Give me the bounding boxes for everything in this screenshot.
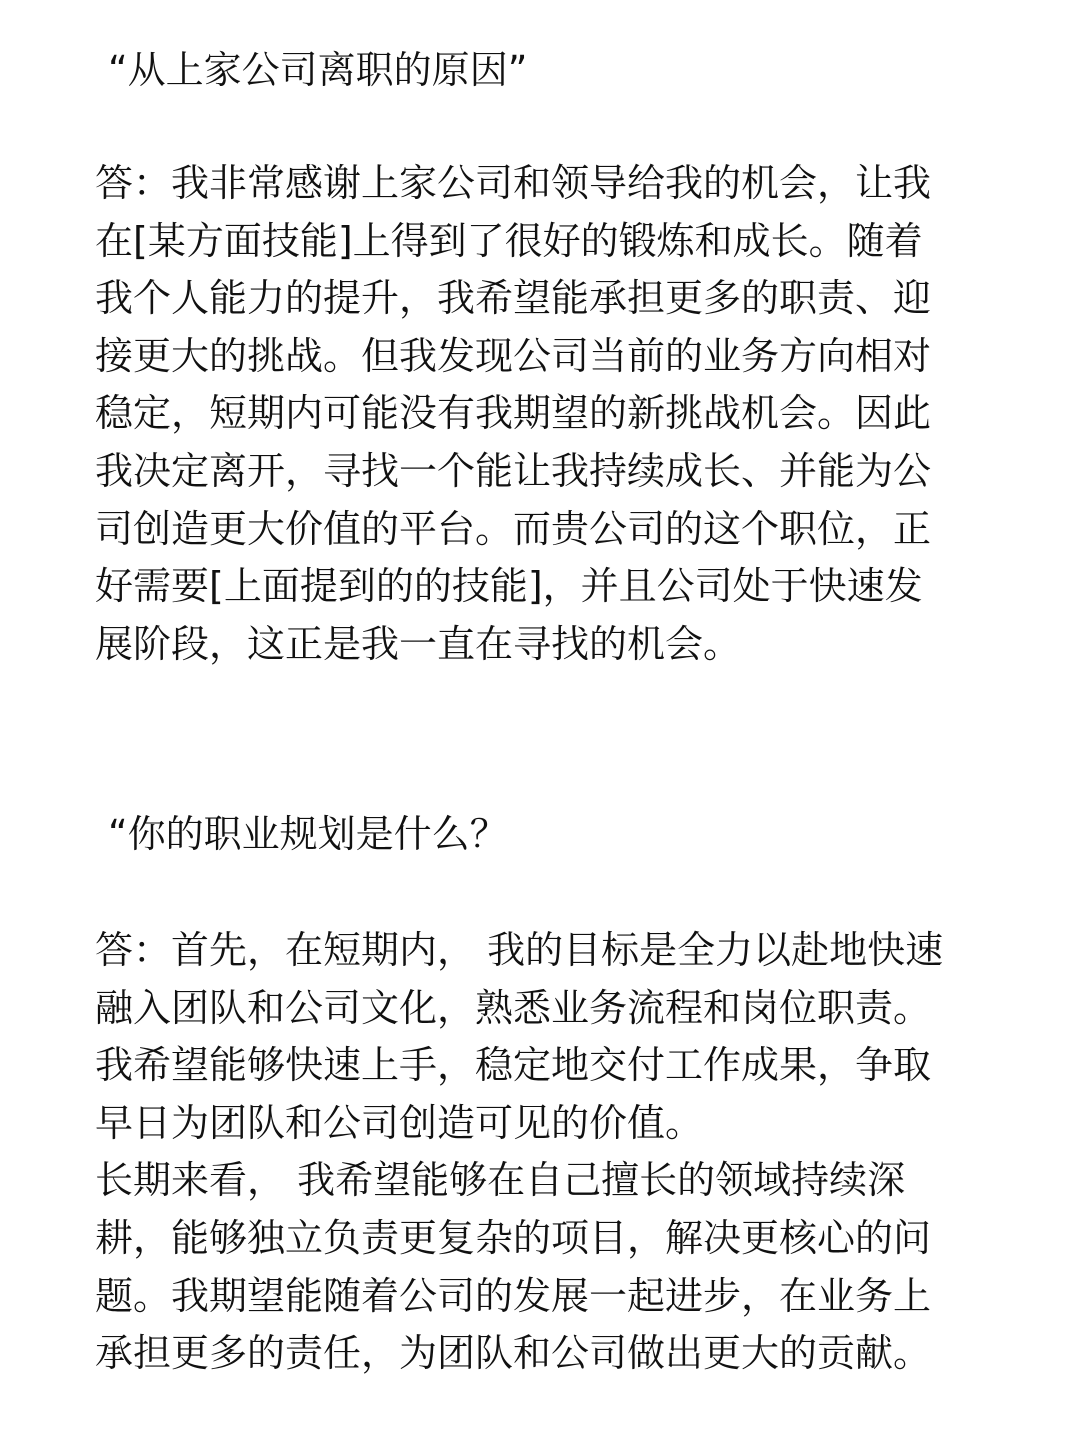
answer-line: 答：首先，在短期内， 我的目标是全力以赴地快速 [95,928,944,972]
answer-line: 我希望能够快速上手，稳定地交付工作成果，争取 [95,1043,932,1088]
answer-paragraph-1 [95,155,931,673]
answer-line: 答：我非常感谢上家公司和领导给我的机会，让我 [95,161,932,205]
answer-line: 我个人能力的提升，我希望能承担更多的职责、迎 [95,276,932,321]
answer-line: 长期来看， 我希望能够在自己擅长的领域持续深 [95,1158,906,1203]
answer-line: 融入团队和公司文化，熟悉业务流程和岗位职责。 [95,985,932,1030]
answer-line: 接更大的挑战。但我发现公司当前的业务方向相对 [95,333,932,378]
answer-line: 题。我期望能随着公司的发展一起进步，在业务上 [95,1273,932,1318]
answer-line: 稳定，短期内可能没有我期望的新挑战机会。因此 [95,391,932,436]
answer-line: 司创造更大价值的平台。而贵公司的这个职位，正 [95,506,932,551]
answer-line: 我决定离开，寻找一个能让我持续成长、并能为公 [95,448,932,493]
answer-paragraph-2 [95,922,943,1383]
question-heading-2: “你的职业规划是什么？ [108,812,508,856]
answer-line: 耕，能够独立负责更复杂的项目，解决更核心的问 [95,1215,932,1260]
answer-line: 承担更多的责任，为团队和公司做出更大的贡献。 [95,1331,932,1376]
answer-line: 在[某方面技能]上得到了很好的锻炼和成长。随着 [95,218,923,263]
question-heading-1: “从上家公司离职的原因” [108,48,528,92]
answer-line: 展阶段，这正是我一直在寻找的机会。 [95,621,742,666]
answer-line: 好需要[上面提到的的技能]，并且公司处于快速发 [95,564,923,609]
answer-line: 早日为团队和公司创造可见的价值。 [95,1100,704,1145]
